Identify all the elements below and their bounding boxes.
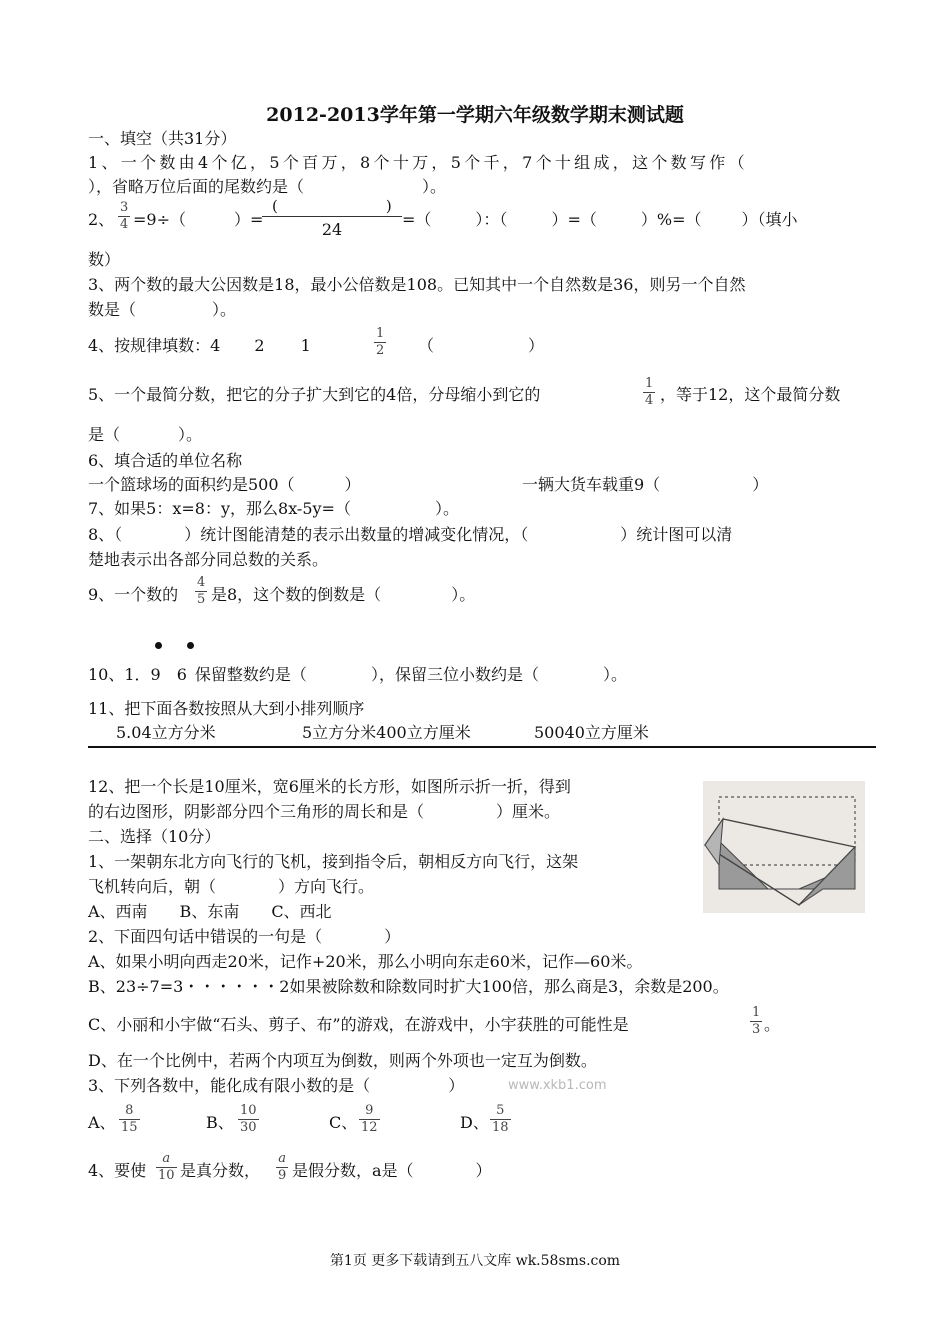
fraction: $\frac{a}{9}$ <box>278 1151 287 1183</box>
question-6-part2: 一辆大货车载重9（ ） <box>522 475 769 494</box>
question-7: 7、如果5：x=8：y，那么8x-5y=（ ）。 <box>88 499 459 518</box>
choice-option-d: D、在一个比例中，若两个内项互为倒数，则两个外项也一定互为倒数。 <box>88 1051 597 1070</box>
watermark: www.xkb1.com <box>508 1078 607 1093</box>
question-text: ，等于12，这个最简分数 <box>660 385 841 404</box>
question-2: 2、 <box>88 210 115 229</box>
choice-question-1: 1、一架朝东北方向飞行的飞机，接到指令后，朝相反方向飞行，这架 <box>88 852 579 871</box>
fraction: $\frac{1}{3}$ <box>752 1005 761 1037</box>
choice-question-4: 4、要使 <box>88 1161 147 1180</box>
fraction: $\frac{8}{15}$ <box>121 1103 138 1135</box>
question-text: 数） <box>88 250 121 269</box>
choice-options: A、西南 B、东南 C、西北 <box>88 902 332 921</box>
choice-question-3: 3、下列各数中，能化成有限小数的是（ ） <box>88 1076 465 1095</box>
question-5-line2: 是（ ）。 <box>88 425 203 444</box>
fraction: $\frac{9}{12}$ <box>361 1103 378 1135</box>
fraction: $\frac{5}{18}$ <box>492 1103 509 1135</box>
question-9: 9、一个数的 <box>88 585 179 604</box>
question-5: 5、一个最简分数，把它的分子扩大到它的4倍，分母缩小到它的 <box>88 385 541 404</box>
fraction: $\frac{3}{4}$ <box>120 200 129 232</box>
question-12-line2: 的右边图形，阴影部分四个三角形的周长和是（ ）厘米。 <box>88 802 561 821</box>
question-6-line2: 一个篮球场的面积约是500（ ） <box>88 475 361 494</box>
folded-rectangle-figure <box>703 781 865 913</box>
question-10: 10、1．9 6 保留整数约是（ ），保留三位小数约是（ ）。 <box>88 665 627 684</box>
fraction: $\frac{1}{2}$ <box>376 326 385 358</box>
question-2-text: =9÷（ ）= <box>133 210 264 229</box>
fraction: $\frac{10}{30}$ <box>240 1103 257 1135</box>
question-3-line2: 数是（ ）。 <box>88 300 237 319</box>
choice-question-2: 2、下面四句话中错误的一句是（ ） <box>88 927 401 946</box>
option-label: B、 <box>206 1113 234 1132</box>
choice-option-a: A、如果小明向西走20米，记作+20米，那么小明向东走60米，记作—60米。 <box>88 952 643 971</box>
question-6: 6、填合适的单位名称 <box>88 451 243 470</box>
option-label: A、 <box>88 1113 116 1132</box>
question-text: ），省略万位后面的尾数约是（ <box>88 177 305 196</box>
choice-option-c: C、小丽和小宇做“石头、剪子、布”的游戏，在游戏中，小宇获胜的可能性是 <box>88 1015 629 1034</box>
divider <box>88 746 876 748</box>
question-text: 1、一个数由4个亿，5个百万，8个十万，5个千，7个十组成，这个数写作（ <box>88 153 748 172</box>
option-label: D、 <box>460 1113 489 1132</box>
question-text: 是假分数，a是（ ） <box>292 1161 492 1180</box>
volume-value: 5立方分米400立方厘米 <box>302 723 471 742</box>
fraction: $\frac{a}{10}$ <box>158 1151 175 1183</box>
question-1-line2 <box>88 176 446 198</box>
volume-value: 5.04立方分米 <box>116 723 216 742</box>
question-text: 楚地表示出各部分同总数的关系。 <box>88 550 329 569</box>
volume-value: 50040立方厘米 <box>534 723 649 742</box>
fraction: $\frac{4}{5}$ <box>197 575 206 607</box>
question-1 <box>88 152 748 174</box>
question-11: 11、把下面各数按照从大到小排列顺序 <box>88 699 365 718</box>
question-text: ）。 <box>422 177 447 196</box>
choice-option-b: B、23÷7=3・・・・・・2如果被除数和除数同时扩大100倍，那么商是3，余数是200。 <box>88 977 729 996</box>
page-title: 2012-2013学年第一学期六年级数学期末测试题 <box>266 104 684 126</box>
choice-question-1-line2: 飞机转向后，朝（ ）方向飞行。 <box>88 877 375 896</box>
question-2-text2: =（ ）：（ ）=（ ）%=（ ）（填小 <box>402 210 798 229</box>
punctuation: 。 <box>764 1015 781 1034</box>
question-4: 4、按规律填数：4 2 1 <box>88 336 311 355</box>
page-footer: 第1页 更多下载请到五八文库 wk.58sms.com <box>329 1253 621 1269</box>
section-heading: 一、填空（共31分） <box>88 129 237 148</box>
question-text: 是真分数， <box>180 1161 261 1180</box>
question-8: 8、（ ）统计图能清楚的表示出数量的增减变化情况，（ ）统计图可以清 <box>88 525 733 544</box>
option-label: C、 <box>329 1113 358 1132</box>
question-12: 12、把一个长是10厘米，宽6厘米的长方形，如图所示折一折，得到 <box>88 777 571 796</box>
fraction-blank: ( ) 24 <box>262 196 402 243</box>
question-4-blank: （ ） <box>418 336 545 355</box>
section-heading: 二、选择（10分） <box>88 827 221 846</box>
question-9-text: 是8，这个数的倒数是（ ）。 <box>211 585 476 604</box>
question-3: 3、两个数的最大公因数是18，最小公倍数是108。已知其中一个自然数是36，则另一个自然 <box>88 275 746 294</box>
repeating-dot <box>155 642 162 649</box>
fraction: $\frac{1}{4}$ <box>645 376 654 408</box>
repeating-dot <box>187 642 194 649</box>
